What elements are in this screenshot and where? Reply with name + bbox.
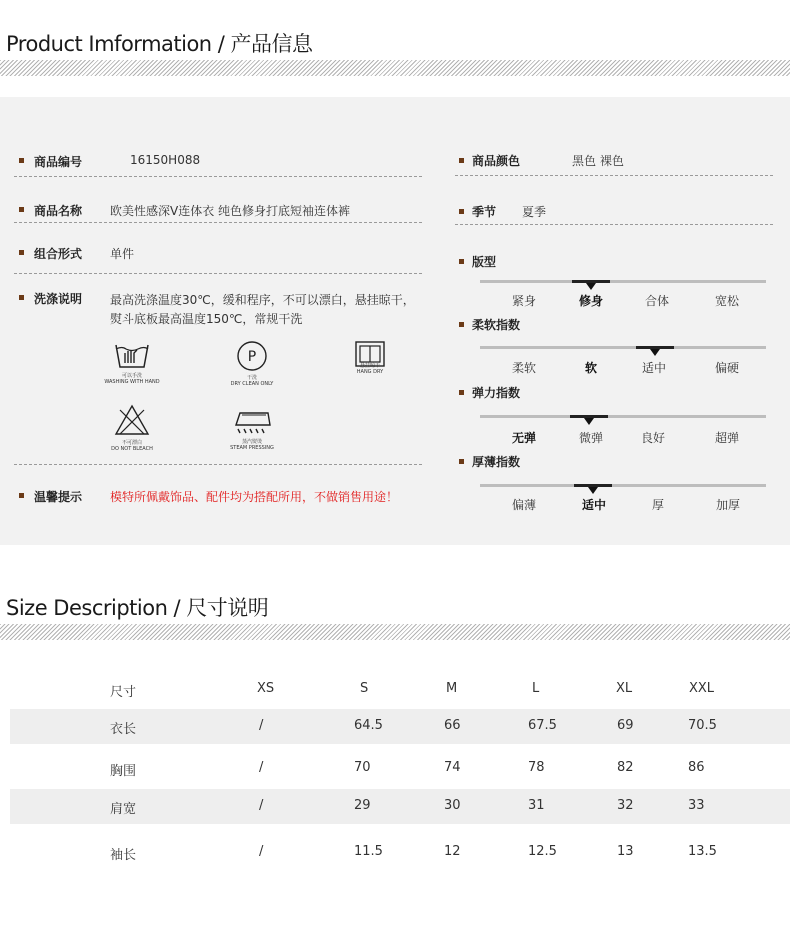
table-row: [10, 789, 790, 824]
hang-dry-care: [340, 340, 400, 375]
elasticity-option: 良好: [640, 431, 665, 445]
bullet-icon: [459, 259, 464, 264]
elasticity-scale-pointer-icon: [584, 418, 594, 425]
table-cell: 29: [354, 798, 371, 813]
no-bleach-care: [100, 404, 164, 452]
thickness-option-selected: 适中: [581, 498, 606, 512]
fit-option: 宽松: [714, 294, 739, 308]
combination-value: 单件: [110, 247, 135, 261]
steam-iron-caption-en: STEAM PRESSING: [230, 445, 274, 451]
hand-wash-caption-cn: 可以手洗: [121, 373, 142, 379]
table-cell: 31: [528, 798, 545, 813]
thickness-option: 加厚: [715, 498, 740, 512]
table-cell: 74: [444, 760, 461, 775]
header-cell: XL: [616, 681, 633, 696]
hand-wash-care: [100, 341, 164, 385]
bullet-icon: [19, 158, 24, 163]
size-description-title: Size Description / 尺寸说明: [6, 596, 269, 620]
elasticity-scale-track: [480, 415, 766, 418]
hand-wash-icon: [112, 341, 152, 369]
thickness-option: 偏薄: [511, 498, 536, 512]
header-cell: XS: [257, 681, 275, 696]
softness-scale-label: 柔软指数: [472, 318, 521, 332]
item-name-value: 欧美性感深V连体衣 纯色修身打底短袖连体裤: [110, 204, 351, 218]
elasticity-scale-label: 弹力指数: [472, 386, 521, 400]
table-cell: 69: [617, 718, 634, 733]
fit-option: 紧身: [511, 294, 536, 308]
combination-label: 组合形式: [34, 247, 83, 261]
row-label: 肩宽: [110, 802, 137, 817]
dry-clean-symbol: P: [247, 349, 257, 365]
table-row: [10, 709, 790, 744]
fit-scale-label: 版型: [472, 255, 497, 269]
row-label: 袖长: [110, 848, 137, 863]
hand-wash-caption-en: WASHING WITH HAND: [104, 379, 160, 385]
row-label: 胸围: [110, 764, 137, 779]
table-cell: 66: [444, 718, 461, 733]
softness-option: 偏硬: [714, 361, 739, 375]
dry-clean-caption-en: DRY CLEAN ONLY: [230, 381, 274, 387]
table-cell: 11.5: [354, 844, 383, 859]
product-info-panel: [0, 97, 790, 545]
bullet-icon: [459, 209, 464, 214]
row-divider: [14, 273, 422, 274]
softness-option: 软: [584, 361, 597, 375]
bullet-icon: [459, 158, 464, 163]
bullet-icon: [19, 250, 24, 255]
hang-dry-caption-cn: 悬挂晾干: [359, 363, 380, 369]
softness-option-selected: 适中: [641, 361, 666, 375]
header-cell: M: [446, 681, 458, 696]
no-bleach-caption-cn: 不可漂白: [121, 440, 142, 446]
color-label: 商品颜色: [472, 154, 521, 168]
header-cell: L: [532, 681, 540, 696]
title-hatch-divider: [0, 624, 790, 640]
dry-clean-care: [220, 341, 284, 387]
elasticity-option: 无弹: [511, 431, 536, 445]
table-cell: /: [259, 798, 264, 813]
hang-dry-caption-en: HANG DRY: [356, 369, 384, 375]
row-divider: [14, 176, 422, 177]
title-hatch-divider: [0, 60, 790, 76]
color-value: 黑色 裸色: [572, 154, 624, 168]
bullet-icon: [459, 322, 464, 327]
bullet-icon: [19, 207, 24, 212]
item-number-value: 16150H088: [130, 153, 201, 167]
item-name-label: 商品名称: [34, 204, 83, 218]
table-cell: 12: [444, 844, 461, 859]
row-label: 衣长: [110, 722, 137, 737]
bullet-icon: [459, 390, 464, 395]
table-cell: 32: [617, 798, 634, 813]
elasticity-option-selected: 微弹: [578, 431, 603, 445]
no-bleach-icon: [114, 404, 150, 436]
table-cell: 30: [444, 798, 461, 813]
table-cell: 13.5: [688, 844, 717, 859]
steam-iron-caption-cn: 蒸汽熨烫: [241, 439, 262, 445]
row-divider: [14, 222, 422, 223]
bullet-icon: [19, 295, 24, 300]
row-divider: [14, 464, 422, 465]
fit-option: 合体: [644, 294, 669, 308]
wash-text-line1: 最高洗涤温度30℃，缓和程序，不可以漂白，悬挂晾干，: [110, 293, 415, 307]
table-row: [10, 835, 790, 870]
fit-option-selected: 修身: [578, 294, 603, 308]
softness-option: 柔软: [511, 361, 536, 375]
row-divider: [455, 175, 773, 176]
table-cell: 70: [354, 760, 371, 775]
table-cell: 33: [688, 798, 705, 813]
softness-scale-track: [480, 346, 766, 349]
dry-clean-icon: [235, 341, 269, 371]
table-cell: 12.5: [528, 844, 557, 859]
product-info-title: Product Imformation / 产品信息: [6, 32, 313, 56]
wash-label: 洗涤说明: [34, 292, 83, 306]
table-cell: /: [259, 760, 264, 775]
no-bleach-caption-en: DO NOT BLEACH: [111, 446, 153, 452]
header-cell: 尺寸: [110, 685, 137, 700]
softness-scale-pointer-icon: [650, 349, 660, 356]
season-label: 季节: [472, 205, 497, 219]
table-cell: 64.5: [354, 718, 383, 733]
steam-iron-care: [220, 407, 284, 451]
dry-clean-caption-cn: 干洗: [246, 375, 257, 381]
wash-text-line2: 熨斗底板最高温度150℃，常规干洗: [110, 312, 303, 326]
tip-label: 温馨提示: [34, 490, 83, 504]
bullet-icon: [459, 459, 464, 464]
fit-scale-pointer-icon: [586, 283, 596, 290]
table-cell: 67.5: [528, 718, 557, 733]
table-cell: /: [259, 844, 264, 859]
fit-scale-track: [480, 280, 766, 283]
header-cell: XXL: [689, 681, 715, 696]
table-cell: 78: [528, 760, 545, 775]
item-number-label: 商品编号: [34, 155, 83, 169]
elasticity-option: 超弹: [714, 431, 739, 445]
table-cell: 82: [617, 760, 634, 775]
thickness-scale-label: 厚薄指数: [472, 455, 521, 469]
season-value: 夏季: [522, 205, 547, 219]
header-cell: S: [360, 681, 369, 696]
tip-value: 模特所佩戴饰品、配件均为搭配所用，不做销售用途！: [110, 490, 399, 504]
steam-iron-icon: [230, 407, 274, 435]
table-cell: 13: [617, 844, 634, 859]
bullet-icon: [19, 493, 24, 498]
thickness-option: 厚: [651, 498, 664, 512]
row-divider: [455, 224, 773, 225]
thickness-scale-pointer-icon: [588, 487, 598, 494]
table-cell: /: [259, 718, 264, 733]
size-table-header: [10, 672, 790, 707]
thickness-scale-track: [480, 484, 766, 487]
table-cell: 86: [688, 760, 705, 775]
table-cell: 70.5: [688, 718, 717, 733]
table-row: [10, 751, 790, 786]
